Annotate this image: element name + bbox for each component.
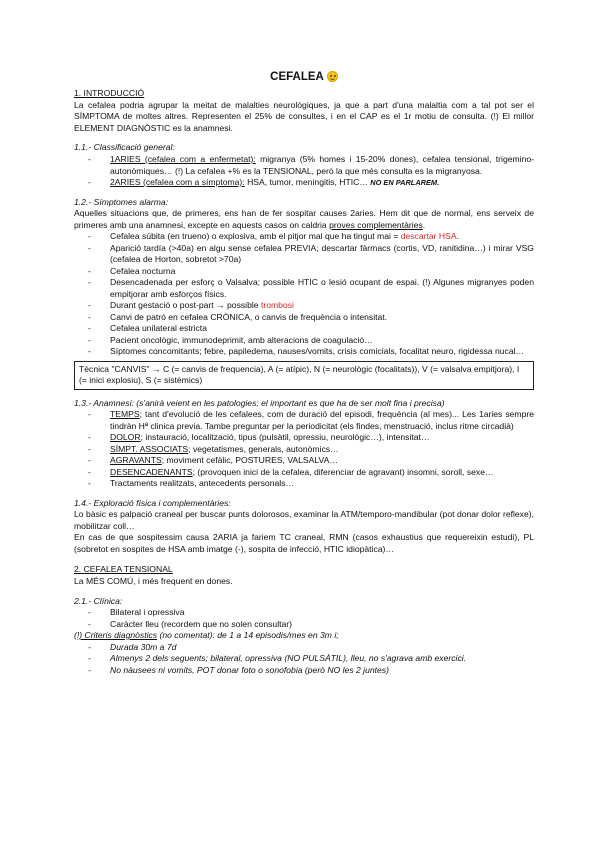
subsection-title-classificacio: 1.1.- Classificació general: [74, 142, 175, 153]
classificacio-list [88, 154, 534, 189]
list-item-term: 1ARIES (cefalea com a enfermetat): [110, 153, 256, 164]
clinica-list [88, 607, 534, 630]
text-run-underlined: proves complementàries [329, 219, 423, 230]
canvis-technique-box: Tècnica "CANVIS" → C (= canvis de frequencia), A (= atípic), N (= neurològic (focalitats)), V (= valsalva empitjora), I (= inici explosiu), S (= sistèmics) [74, 361, 534, 390]
list-item-text: HSA, tumor, meningitis, HTIC… [244, 177, 371, 188]
criteris-title: (!) Criteris diagnòstics [74, 630, 158, 641]
alarma-intro [74, 208, 534, 231]
subsection-title-clinica: 2.1.- Clínica: [74, 595, 123, 606]
list-item: - Tractaments realitzats, antecedents personals… [88, 478, 534, 490]
exploracio-paragraph-1: Lo bàsic es palpació craneal per buscar punts dolorosos, examinar la ATM/temporo-mandibular (pot donar dolor reflexe), mobilitzar coll… [74, 509, 534, 531]
list-item-text: ; instauració, localització, tipus (pulsàtil, opressiu, neurològic…), intensitat… [140, 432, 430, 443]
list-item: - Canvi de patró en cefalea CRÒNICA, o canvis de frequència o intensitat. [88, 312, 534, 324]
list-item-text: ; tant d'evolució de les cefalees, com de duració del episodi, frequència (al mes)... Les 1aries sempre tindràn Hª clinica previa. Tambe preguntar per la periodicitat (els findes, menstruació, inclus ritme circadià) [110, 409, 534, 431]
list-item-term: AGRAVANTS [110, 455, 162, 466]
text-run: . [422, 219, 426, 230]
smiling-face-icon [327, 71, 338, 82]
list-item: - Caràcter lleu (recordem que no solen consultar) [88, 619, 534, 631]
list-item-text: migranya (5% homes i 15-20% dones), cefalea tensional, trigemino-autonòmiques… (!) La cefalea +% es la TENSIONAL, però la que més consulta es la migranyosa. [110, 153, 534, 176]
list-item: - Almenys 2 dels seguents; bilateral, opressiva (NO PULSÀTIL), lleu, no s'agrava amb exercici. [88, 653, 534, 665]
criteris-note: (no comentat): de 1 a 14 episodis/mes en 3m i; [157, 630, 339, 641]
tensional-intro: La MÉS COMÚ, i més frequent en dones. [74, 576, 233, 586]
list-item: - No nàusees ni vomits, POT donar foto o sonofobia (però NO les 2 juntes) [88, 665, 534, 677]
highlight-text: trombosi [260, 300, 294, 311]
list-item-text: ; moviment cefàlic, POSTURES, VALSALVA… [161, 455, 338, 466]
list-item-term: 2ARIES (cefalea com a símptoma): [110, 177, 245, 188]
criteris-list [88, 642, 534, 677]
list-item [88, 177, 534, 189]
highlight-text: descartar HSA [400, 231, 457, 242]
list-item-text: ; vegetatismes, generals, autonòmics… [188, 443, 339, 454]
intro-paragraph: La cefalea podria agrupar la meitat de malalties neurològiques, ja que a part d'una malaltia com a tal pot ser el SÍMPTOMA de moltes altres. Representen el 25% de consultes, i en el CAP es el 1r motiu de consulta. (!) El millor ELEMENT DIAGNÒSTIC es la anamnesi. [74, 99, 534, 133]
list-item: - Bilateral i opressiva [88, 607, 534, 619]
list-item [88, 300, 534, 312]
alarma-list [88, 231, 534, 358]
list-item: - Durada 30m a 7d [88, 642, 534, 654]
list-item [88, 154, 534, 177]
section-heading-introduccio: 1. INTRODUCCIÓ [74, 88, 145, 99]
list-item-text: Cefalea súbita (en trueno) o explosiva, amb el pitjor mal que ha tingut mai = [110, 231, 401, 242]
criteris-heading [74, 630, 534, 642]
list-item-term: DESENCADENANTS [110, 466, 193, 477]
list-item-term: TEMPS [110, 409, 140, 420]
subsection-title-note: (s'anirà veient en les patologies; el important es que ha de ser molt fina i precisa) [136, 397, 445, 408]
list-item [88, 231, 534, 243]
list-item: - Desencadenada per esforç o Valsalva; possible HTIC o lesió ocupant de espai. (!) Algunes migranyes poden empitjorar amb esforços físics. [88, 277, 534, 300]
list-item-text: ; (provoquen inici de la cefalea, diferenciar de agravant) insomni, soroll, sexe… [192, 466, 494, 477]
anamnesi-list [88, 409, 534, 490]
list-item: - Cefalea nocturna [88, 266, 534, 278]
subsection-title-main: 1.3.- Anamnesi: [74, 397, 137, 408]
list-item-term: SÍMPT. ASSOCIATS [110, 443, 189, 454]
subsection-title-alarma: 1.2.- Símptomes alarma: [74, 196, 169, 207]
list-item: - Síptomes concomitants; febre, papiledema, nauses/vomits, crisis comicials, focalitat neuro, rigidessa nucal… [88, 346, 534, 358]
list-item [88, 455, 534, 467]
list-item: - Cefalea unilateral estricta [88, 323, 534, 335]
list-item-term: DOLOR [110, 432, 141, 443]
text-run: Aquelles situacions que, de primeres, ens han de fer sospitar causes 2aries. Hem dit que de normal, ens serveix de primeres amb una anamnesi, excepte en aquests casos on caldria [74, 208, 534, 230]
page-title [74, 70, 534, 85]
list-item [88, 444, 534, 456]
list-item-note: NO EN PARLAREM. [370, 178, 440, 188]
section-heading-tensional: 2. CEFALEA TENSIONAL [74, 564, 173, 575]
list-item [88, 432, 534, 444]
subsection-title-anamnesi [74, 398, 534, 410]
list-item: - Pacient oncològic, immunodeprimit, amb alteracions de coagulació… [88, 335, 534, 347]
subsection-title-exploracio: 1.4.- Exploració física i complementàries: [74, 497, 231, 508]
list-item [88, 467, 534, 479]
spacer [74, 555, 534, 564]
list-item [88, 409, 534, 432]
list-item: - Aparició tardía (>40a) en algu sense cefalea PREVIA; descartar fàrmacs (cortis, VD, ranitidina…) i mirar VSG (cefalea de Horton, sobretot >70a) [88, 243, 534, 266]
exploracio-paragraph-2: En cas de que sospitessim causa 2ARIA ja fariem TC craneal, RMN (casos exhaustius que requereixin estudi), PL (sobretot en sospites de HSA amb imatge (-), sospita de infecció, HTIC idiopàtica)… [74, 532, 534, 554]
title-text: CEFALEA [270, 71, 324, 83]
list-item-text: . [456, 231, 459, 242]
list-item-text: Durant gestació o post-part → possible [110, 300, 261, 311]
